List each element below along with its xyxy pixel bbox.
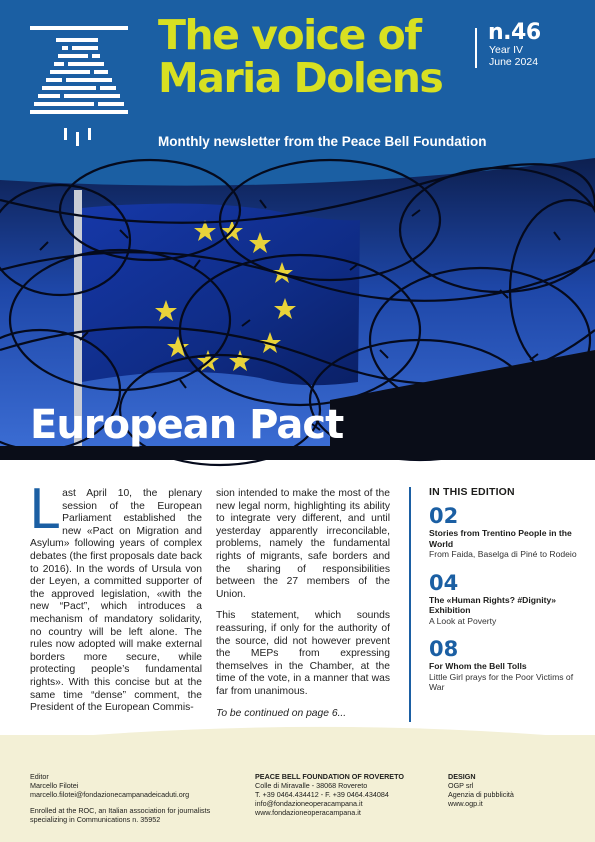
issue-divider (475, 28, 477, 68)
design-description: Agenzia di pubblicità (448, 790, 514, 799)
cover-headline: European Pact (30, 402, 344, 448)
foundation-address: Colle di Miravalle - 38068 Rovereto (255, 781, 368, 790)
issue-number: n.46 (488, 20, 541, 45)
sidebar-divider (409, 487, 411, 722)
contents-item-title: The «Human Rights? #Dignity» Exhibition (429, 594, 557, 615)
contents-item[interactable] (429, 504, 579, 560)
contents-item-subtitle: A Look at Poverty (429, 615, 497, 626)
contents-sidebar (429, 486, 579, 704)
contents-item-subtitle: Little Girl prays for the Poor Victims of War (429, 671, 574, 692)
contents-page-number: 02 (429, 504, 459, 528)
contents-item[interactable] (429, 571, 579, 627)
issue-date: June 2024 (489, 56, 539, 68)
contents-item-title: Stories from Trentino People in the World (429, 528, 572, 549)
contents-item[interactable] (429, 637, 579, 693)
contents-page-number: 08 (429, 637, 459, 661)
title-line-2: Maria Dolens (158, 54, 443, 102)
continued-link[interactable]: To be continued on page 6... (216, 707, 347, 719)
contents-item-subtitle: From Faida, Baselga di Piné to Rodeio (429, 549, 577, 559)
article-column-1 (29, 478, 202, 715)
design-label: DESIGN (448, 772, 476, 781)
editor-label: Editor (30, 772, 49, 781)
drop-cap: L (29, 478, 60, 541)
editor-email[interactable]: marcello.filotei@fondazionecampanadeicaduti.org (30, 790, 190, 799)
issue-year: Year IV (489, 44, 524, 56)
issue-meta (489, 44, 538, 68)
contents-item-title: For Whom the Bell Tolls (429, 661, 527, 671)
article-column-2 (216, 488, 390, 729)
newsletter-title (158, 11, 443, 102)
article-paragraph: This statement, which sounds reassuring, if only for the authority of the source, did not however prevent the MEPs from expressing themselves in the Chamber, at the time of the vote, in a manner that was far from unanimous. (216, 610, 390, 697)
foundation-phone: T. +39 0464.434412 - F. +39 0464.434084 (255, 790, 389, 799)
footer-editor (30, 772, 230, 824)
photo-credit: © Stadtretto (571, 504, 580, 545)
foundation-website[interactable]: www.fondazioneoperacampana.it (255, 808, 361, 817)
contents-heading: IN THIS EDITION (429, 486, 515, 498)
article-paragraph: sion intended to make the most of the new legal norm, highlighting its ability to integrate very different, and until yesterday apparently irreconcilable, problems, namely the fundamental rights of migrants, safe borders and the sharing of responsibilities between the 27 members of the Union. (216, 488, 390, 600)
foundation-email[interactable]: info@fondazioneoperacampana.it (255, 799, 363, 808)
footer-foundation (255, 772, 430, 817)
design-company: OGP srl (448, 781, 474, 790)
design-website[interactable]: www.ogp.it (448, 799, 483, 808)
title-line-1: The voice of (158, 11, 421, 59)
editor-name: Marcello Filotei (30, 781, 79, 790)
foundation-name: PEACE BELL FOUNDATION OF ROVERETO (255, 772, 404, 781)
newsletter-subtitle: Monthly newsletter from the Peace Bell Foundation (158, 134, 487, 149)
footer-design (448, 772, 568, 808)
bell-logo-icon (28, 26, 138, 156)
contents-page-number: 04 (429, 570, 459, 595)
article-col1-text: ast April 10, the plenary session of the European Parliament established the new «Pact on Migration and Asylum» following years of complex debates (the first proposals date back to 2016). In the words of Ursula von der Leyen, a committed supporter of the approved legislation, «with the new “Pact”, which introduces a mechanism of mandatory solidarity, no country will be left alone. The rules now adopted will make external borders more secure, while protecting people’s fundamental rights». With this concise but at the same time “dense” comment, the President of the European Commis- (30, 488, 202, 714)
footer-wave (0, 721, 595, 761)
enrollment-note: Enrolled at the ROC, an Italian association for journalists specializing in Communications n. 35952 (30, 806, 211, 824)
